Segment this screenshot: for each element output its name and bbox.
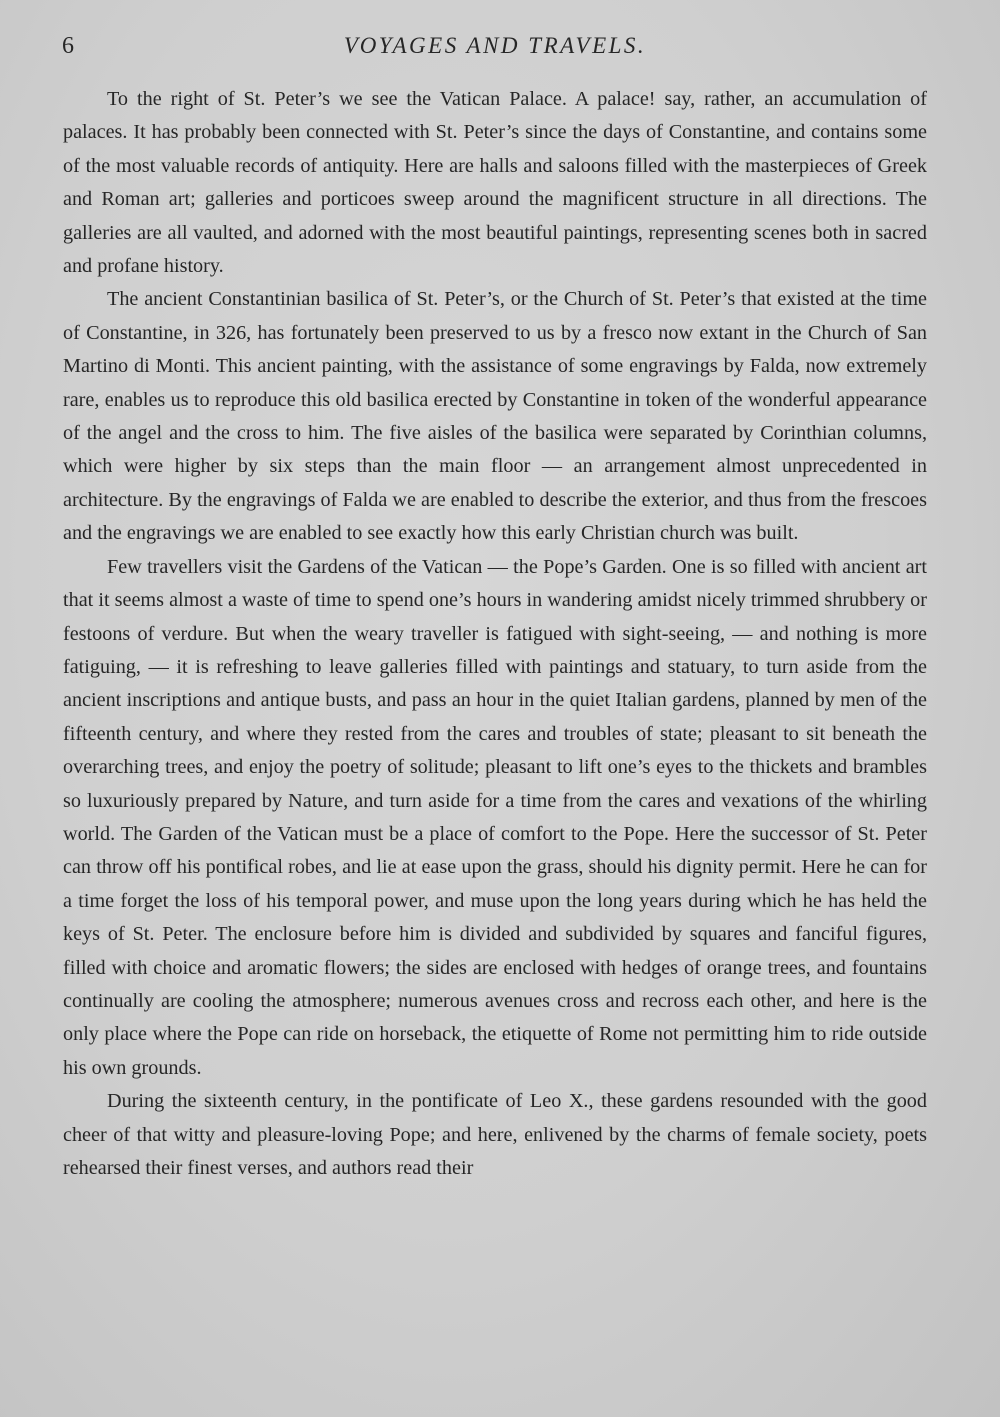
page-number: 6 (62, 33, 74, 59)
running-title: VOYAGES AND TRAVELS. (343, 33, 647, 58)
body-text (63, 83, 927, 1185)
page-header (62, 30, 928, 62)
paragraph-sixteenth-century: During the sixteenth century, in the pontificate of Leo X., these gardens resounded with the good cheer of that witty and pleasure-loving Pope; and here, enlivened by the charms of female society, poets rehearsed their finest verses, and authors read their (63, 1090, 927, 1179)
paragraph-vatican-palace: To the right of St. Peter’s we see the Vatican Palace. A palace! say, rather, an accumulation of palaces. It has probably been connected with St. Peter’s since the days of Constantine, and contains some of the most valuable records of antiquity. Here are halls and saloons filled with the masterpieces of Greek and Roman art; galleries and porticoes sweep around the magnificent structure in all directions. The galleries are all vaulted, and adorned with the most beautiful paintings, representing scenes both in sacred and profane history. (63, 88, 927, 278)
paragraph-vatican-gardens: Few travellers visit the Gardens of the Vatican — the Pope’s Garden. One is so filled with ancient art that it seems almost a waste of time to spend one’s hours in wandering amidst nicely trimmed shrubbery or festoons of verdure. But when the weary traveller is fatigued with sight-seeing, — and nothing is more fatiguing, — it is refreshing to leave galleries filled with paintings and statuary, to turn aside from the ancient inscriptions and antique busts, and pass an hour in the quiet Italian gardens, planned by men of the fifteenth century, and where they rested from the cares and troubles of state; pleasant to sit beneath the overarching trees, and enjoy the poetry of solitude; pleasant to lift one’s eyes to the thickets and brambles so luxuriously prepared by Nature, and turn aside for a time from the cares and vexations of the whirling world. The Garden of the Vatican must be a place of comfort to the Pope. Here the successor of St. Peter can throw off his pontifical robes, and lie at ease upon the grass, should his dignity permit. Here he can for a time forget the loss of his temporal power, and muse upon the long years during which he has held the keys of St. Peter. The enclosure before him is divided and subdivided by squares and fanciful figures, filled with choice and aromatic flowers; the sides are enclosed with hedges of orange trees, and fountains continually are cooling the atmosphere; numerous avenues cross and recross each other, and here is the only place where the Pope can ride on horseback, the etiquette of Rome not permitting him to ride outside his own grounds. (63, 555, 927, 1079)
paragraph-constantinian-basilica: The ancient Constantinian basilica of St. Peter’s, or the Church of St. Peter’s that existed at the time of Constantine, in 326, has fortunately been preserved to us by a fresco now extant in the Church of San Martino di Monti. This ancient painting, with the assistance of some engravings by Falda, now extremely rare, enables us to reproduce this old basilica erected by Constantine in token of the wonderful appearance of the angel and the cross to him. The five aisles of the basilica were separated by Corinthian columns, which were higher by six steps than the main floor — an arrangement almost unprecedented in architecture. By the engravings of Falda we are enabled to describe the exterior, and thus from the frescoes and the engravings we are enabled to see exactly how this early Christian church was built. (63, 288, 927, 545)
